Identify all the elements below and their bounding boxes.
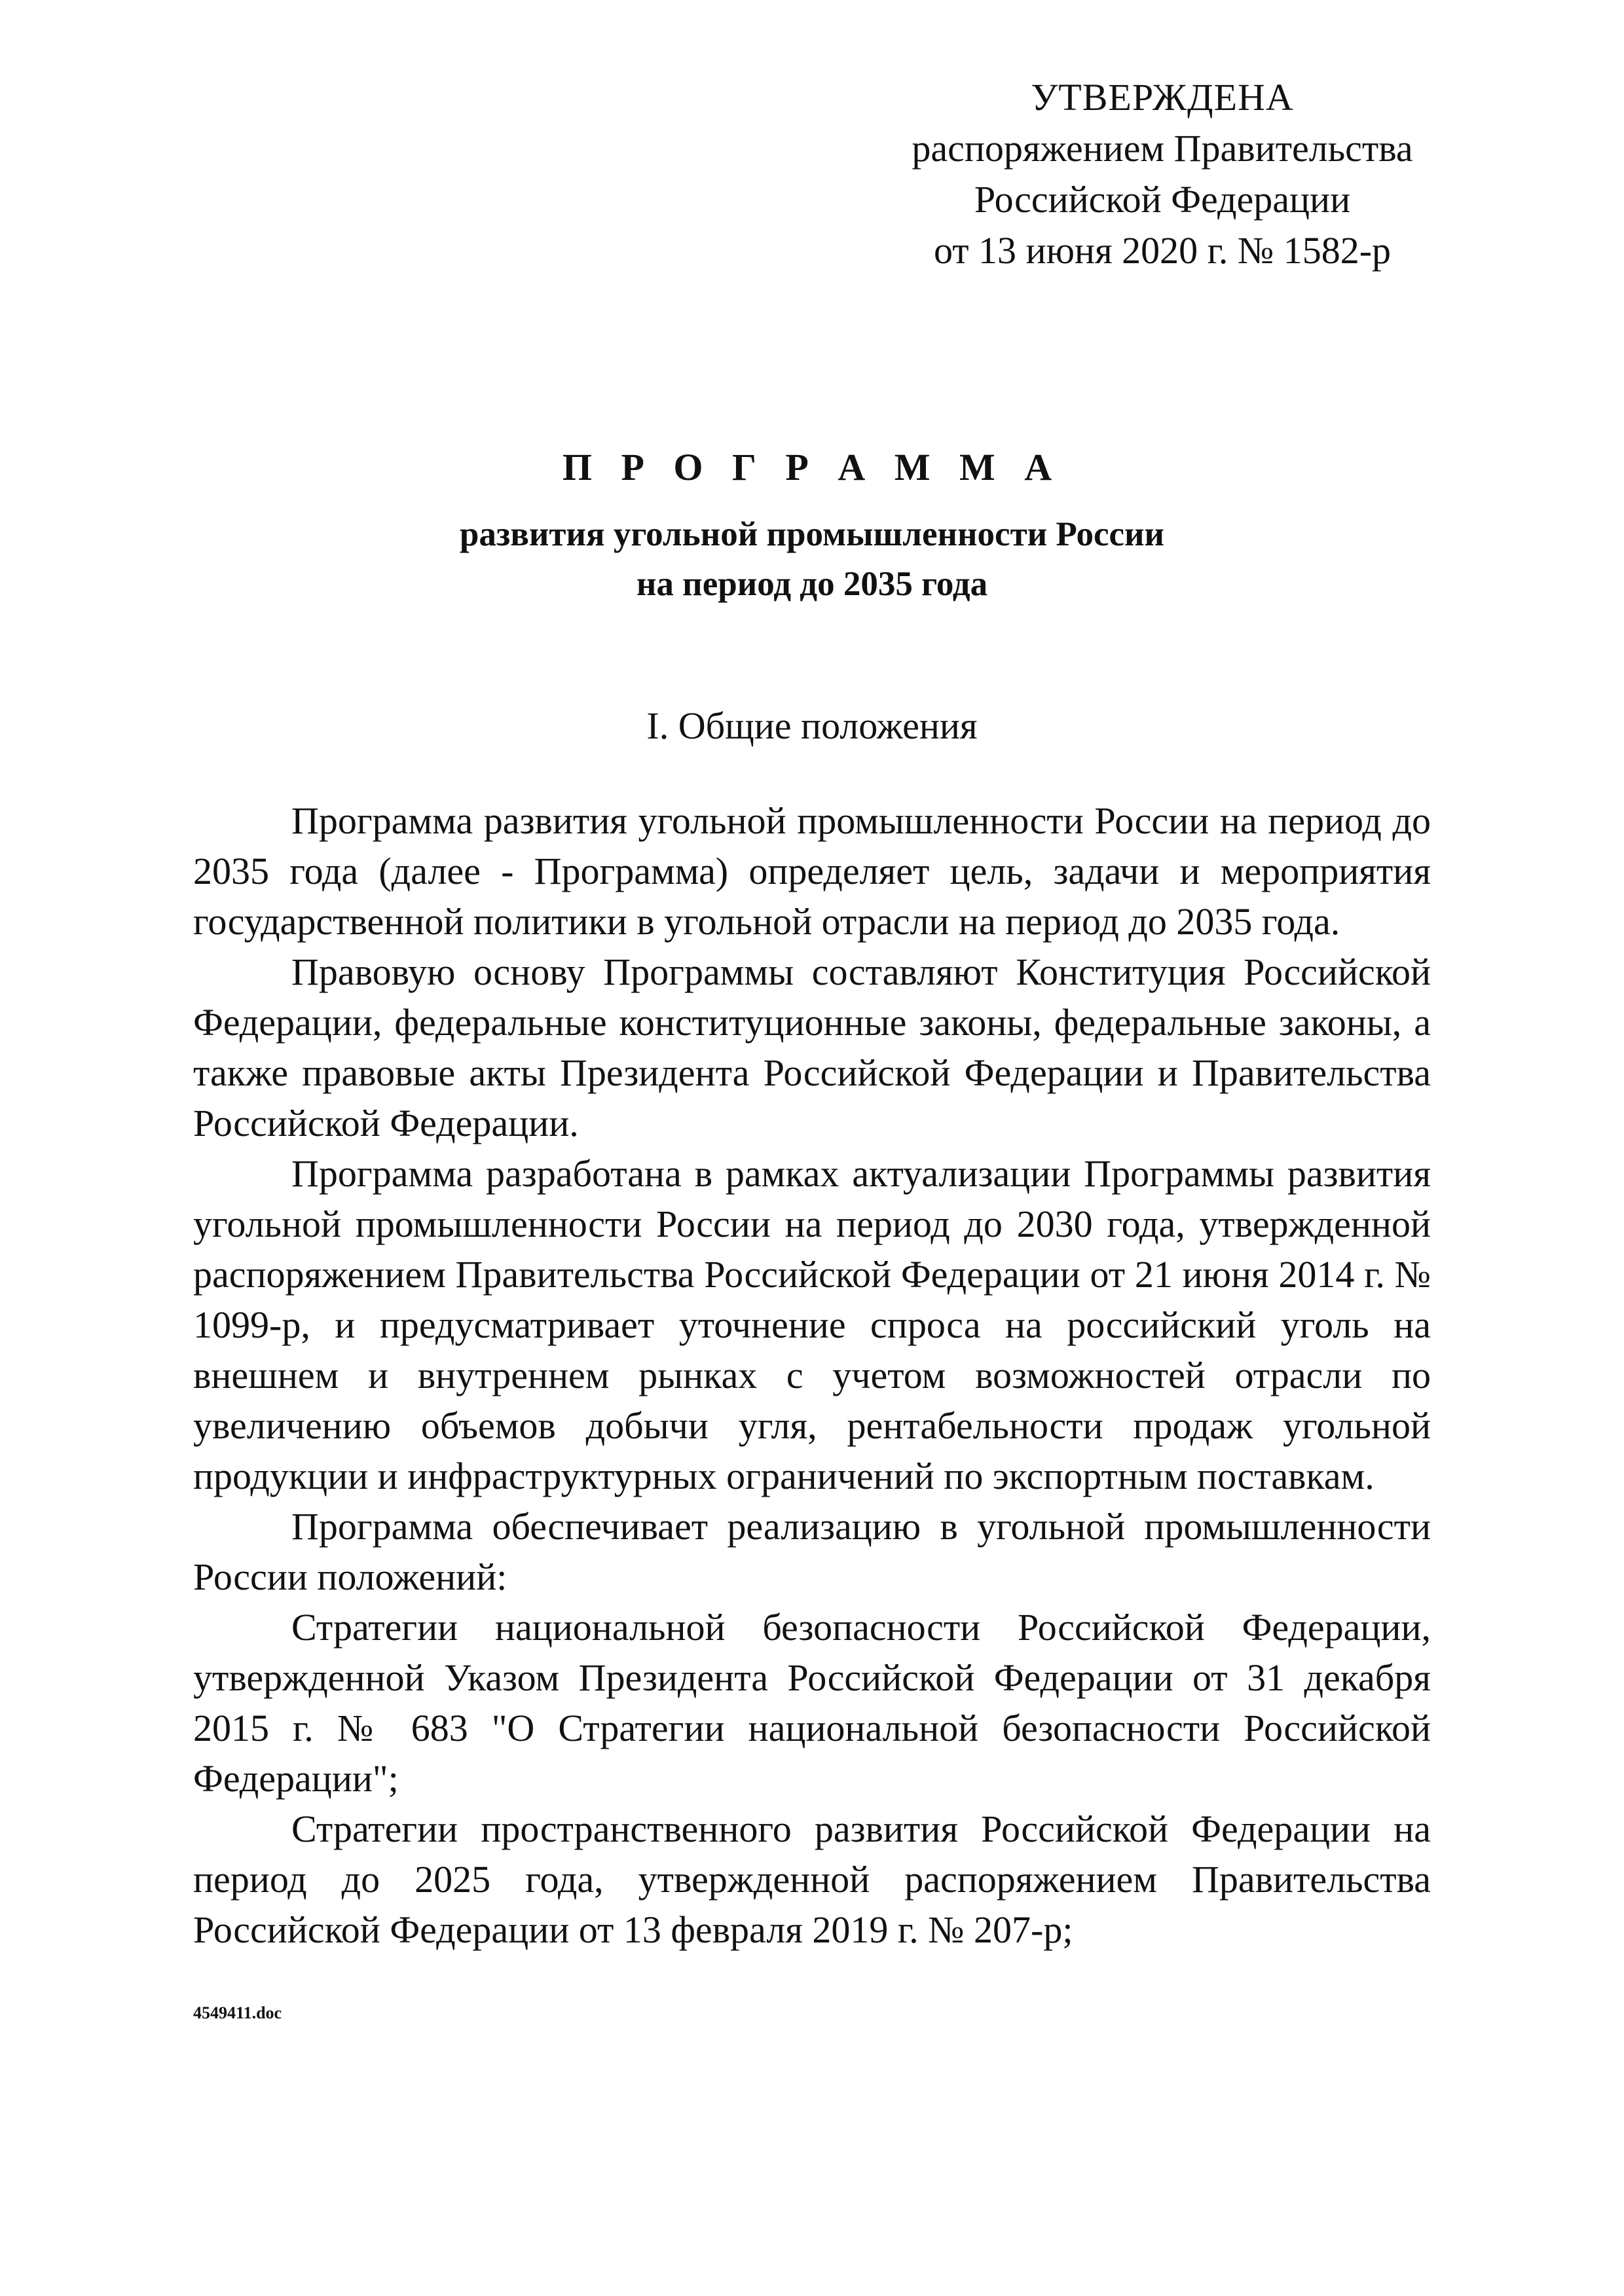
paragraph: Программа развития угольной промышленности России на период до 2035 года (далее - Программа) определяет цель, задачи и мероприятия государственной политики в угольной отрасли на период до 2035 года.	[193, 799, 1431, 943]
subtitle-line-1: развития угольной промышленности России	[459, 515, 1165, 553]
document-file-id: 4549411.doc	[193, 2003, 282, 2022]
section-heading: I. Общие положения	[646, 704, 978, 747]
paragraph: Программа обеспечивает реализацию в угольной промышленности России положений:	[193, 1505, 1431, 1598]
subtitle-line-2: на период до 2035 года	[636, 565, 988, 603]
approval-line-3: от 13 июня 2020 г. № 1582-р	[933, 229, 1392, 272]
document-title: П Р О Г Р А М М А	[562, 446, 1062, 488]
paragraph: Стратегии пространственного развития Российской Федерации на период до 2025 года, утвержденной распоряжением Правительства Российской Федерации от 13 февраля 2019 г. № 207-р;	[193, 1808, 1431, 1951]
paragraph: Стратегии национальной безопасности Российской Федерации, утвержденной Указом Президента Российской Федерации от 31 декабря 2015 г. № 683 "О Стратегии национальной безопасности Российской Федерации";	[193, 1606, 1431, 1800]
document-body	[193, 795, 1431, 1955]
approval-line-2: Российской Федерации	[974, 178, 1351, 221]
approval-line-1: распоряжением Правительства	[912, 127, 1413, 170]
approval-stamp	[894, 72, 1431, 276]
document-subtitle	[0, 509, 1624, 609]
approval-heading: УТВЕРЖДЕНА	[1031, 76, 1294, 118]
paragraph: Правовую основу Программы составляют Конституция Российской Федерации, федеральные конституционные законы, федеральные законы, а также правовые акты Президента Российской Федерации и Правительства Российской Федерации.	[193, 951, 1431, 1144]
paragraph: Программа разработана в рамках актуализации Программы развития угольной промышленности России на период до 2030 года, утвержденной распоряжением Правительства Российской Федерации от 21 июня 2014 г. № 1099-р, и предусматривает уточнение спроса на российский уголь на внешнем и внутреннем рынках с учетом возможностей отрасли по увеличению объемов добычи угля, рентабельности продаж угольной продукции и инфраструктурных ограничений по экспортным поставкам.	[193, 1152, 1431, 1497]
